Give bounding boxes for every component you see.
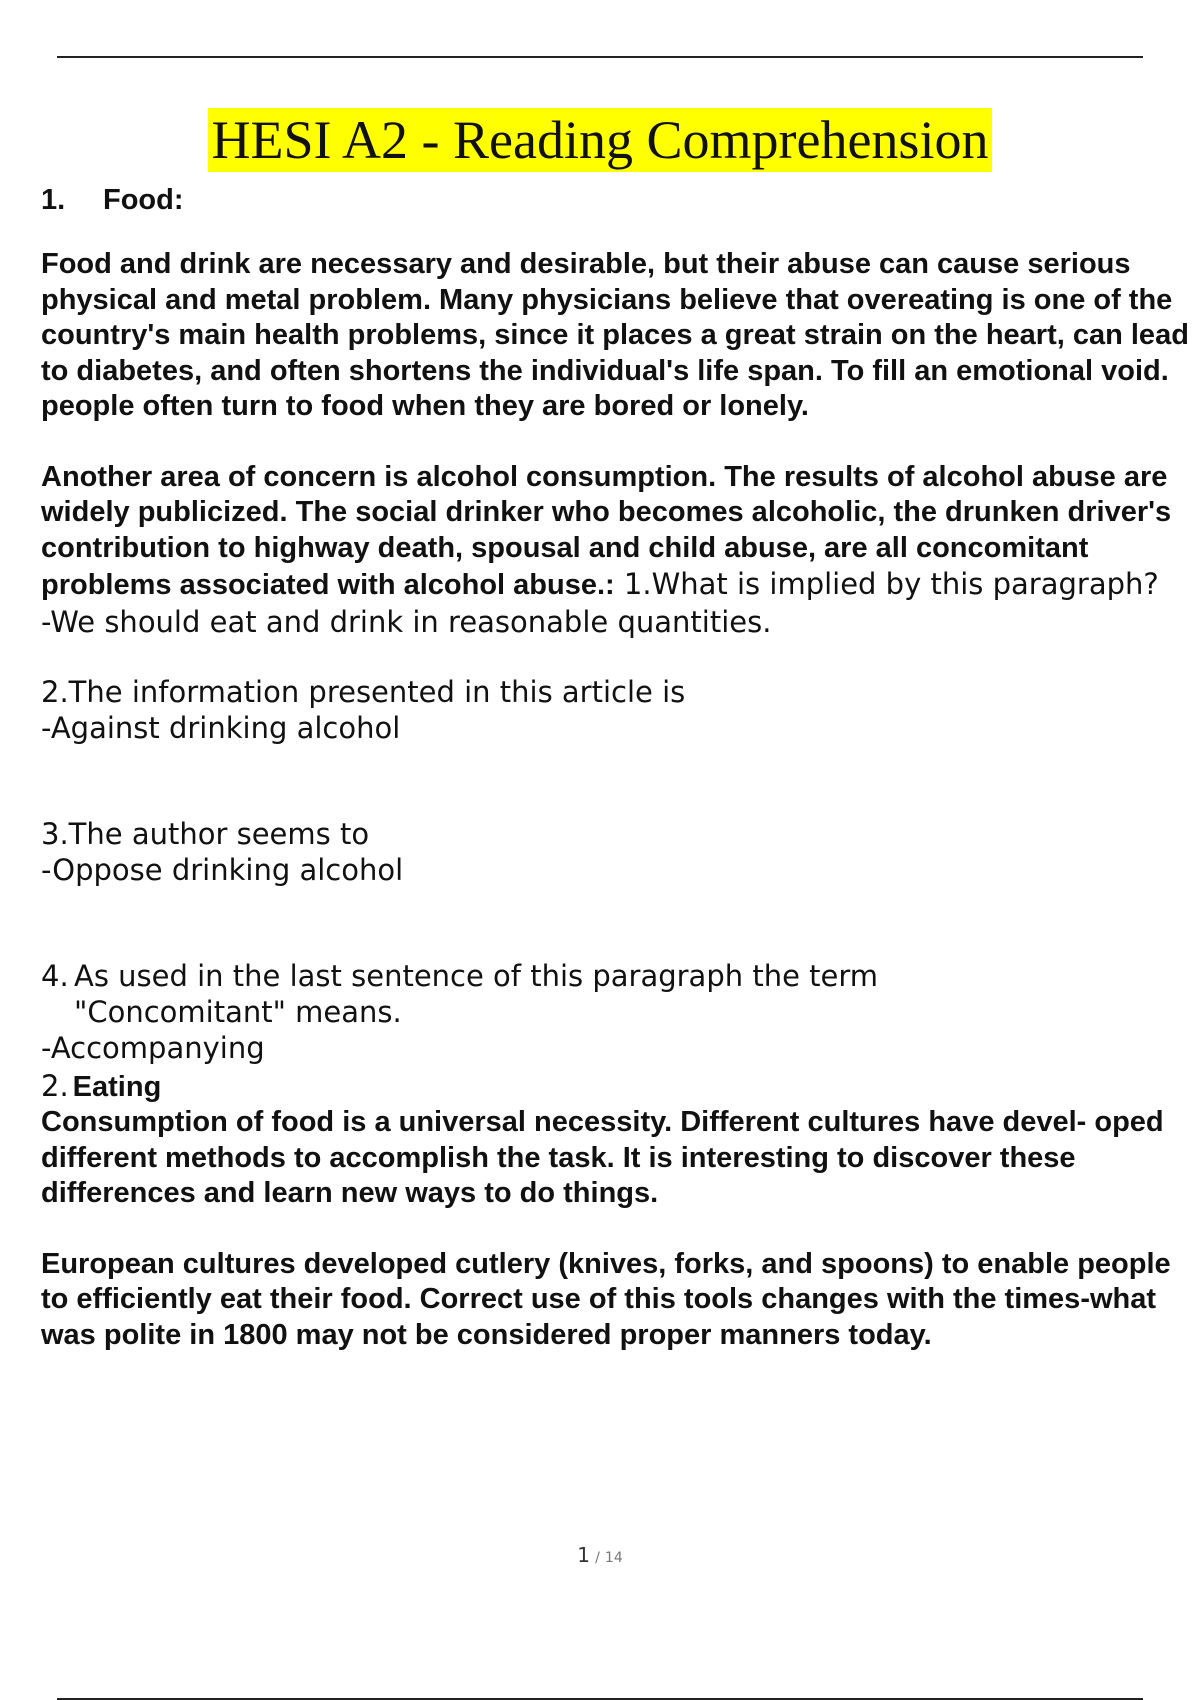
section-1-number: 1. xyxy=(41,184,66,216)
question-4-line-1: As used in the last sentence of this paragraph the term xyxy=(74,958,879,993)
answer-4: -Accompanying xyxy=(41,1030,265,1065)
page-separator: / xyxy=(595,1550,600,1566)
section-1-paragraph-1: Food and drink are necessary and desirable, but their abuse can cause serious physical and metal problem. Many physicians believe that overeating is one of the country's main health problems, since it places a great strain on the heart, can lead to diabetes, and often shortens the individual's life span. To fill an emotional void. people often turn to food when they are bored or lonely. xyxy=(41,248,1189,422)
section-2-number: 2. xyxy=(41,1068,69,1103)
section-2-heading xyxy=(41,1068,1191,1106)
question-3: 3.The author seems to xyxy=(41,816,370,851)
question-4-number: 4. xyxy=(41,958,69,993)
page-current: 1 xyxy=(577,1543,590,1567)
section-2-paragraph-1: Consumption of food is a universal necessity. Different cultures have devel- oped different methods to accomplish the task. It is interesting to discover these differences and learn new ways to do things. xyxy=(41,1106,1164,1209)
title-container xyxy=(0,108,1200,172)
question-2: 2.The information presented in this article is xyxy=(41,674,686,709)
question-1: 1.What is implied by this paragraph? xyxy=(614,567,1159,601)
section-2-title: Eating xyxy=(72,1070,162,1103)
top-rule xyxy=(57,56,1143,58)
answer-3: -Oppose drinking alcohol xyxy=(41,852,404,887)
question-4 xyxy=(41,958,1191,1030)
page-indicator xyxy=(0,1543,1200,1567)
question-4-line-2: "Concomitant" means. xyxy=(74,994,402,1029)
section-1-paragraph-2 xyxy=(41,460,1191,604)
document-title: HESI A2 - Reading Comprehension xyxy=(208,108,993,172)
answer-1: -We should eat and drink in reasonable quantities. xyxy=(41,604,772,639)
section-1-paragraph-2-text: Another area of concern is alcohol consumption. The results of alcohol abuse are widely publicized. The social drinker who becomes alcoholic, the drunken driver's contribution to highway death, spousal and child abuse, are all concomitant problems associated with alcohol abuse.: xyxy=(41,460,1172,601)
page-total: 14 xyxy=(604,1550,623,1566)
section-2-paragraph-2: European cultures developed cutlery (knives, forks, and spoons) to enable people to efficiently eat their food. Correct use of this tools changes with the times-what was polite in 1800 may not be considered proper manners today. xyxy=(41,1247,1171,1351)
answer-2: -Against drinking alcohol xyxy=(41,710,401,745)
section-1-title: Food: xyxy=(103,184,184,216)
question-4-text xyxy=(74,958,878,1030)
document-body xyxy=(41,178,1191,1353)
section-1-heading xyxy=(41,178,1191,222)
